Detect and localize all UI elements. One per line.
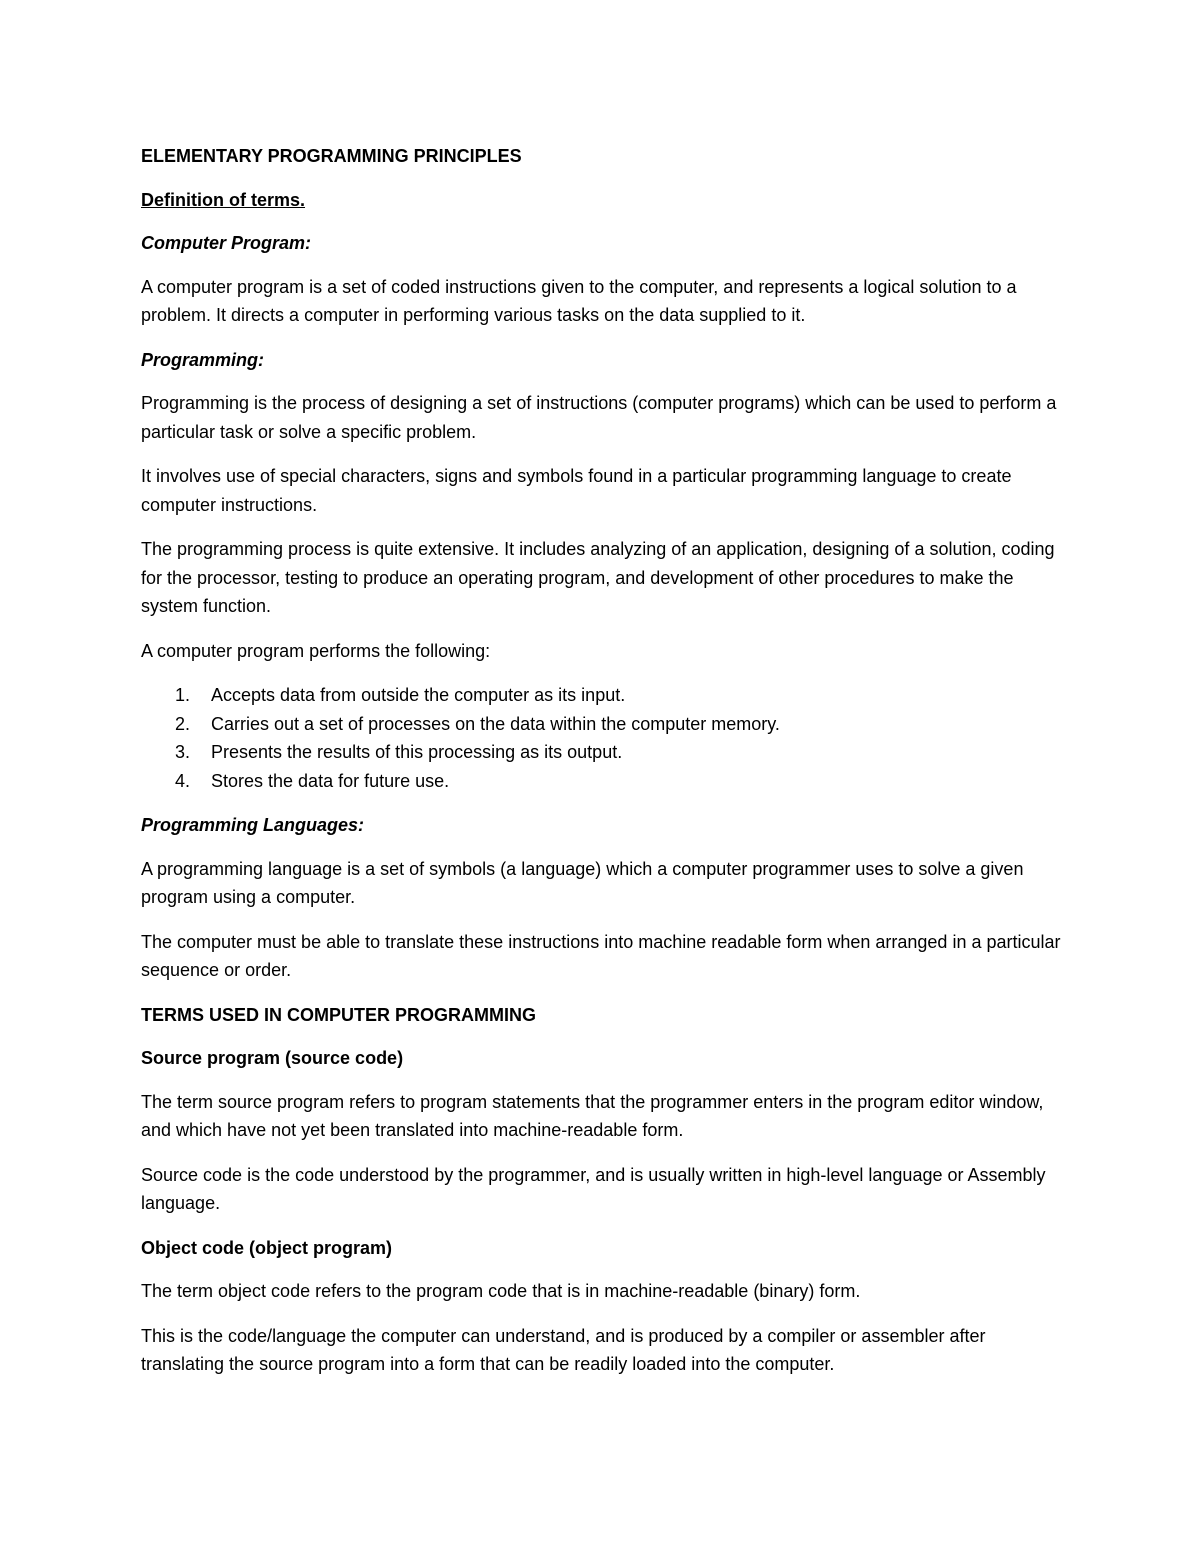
list-item-number: 3.: [175, 742, 191, 762]
definition-heading: Definition of terms.: [141, 189, 306, 210]
list-item-text: Stores the data for future use.: [211, 770, 450, 791]
list-item-number: 2.: [175, 713, 191, 734]
list-item: [141, 681, 1071, 710]
list-item: [141, 710, 1071, 739]
computer-program-paragraph: A computer program is a set of coded instructions given to the computer, and represents a logical solution to a problem. It directs a computer in performing various tasks on the data supplied to it.: [141, 276, 1017, 325]
list-item-text: Carries out a set of processes on the data within the computer memory.: [211, 713, 780, 734]
programming-languages-paragraph: The computer must be able to translate these instructions into machine readable form when arranged in a particular sequence or order.: [141, 931, 1061, 980]
programming-languages-paragraph: A programming language is a set of symbols (a language) which a computer programmer uses to solve a given program using a computer.: [141, 858, 1024, 907]
program-functions-list: [141, 681, 1071, 795]
object-code-paragraph: This is the code/language the computer can understand, and is produced by a compiler or assembler after translating the source program into a form that can be readily loaded into the computer.: [141, 1325, 986, 1374]
source-program-heading: Source program (source code): [141, 1048, 404, 1068]
list-item-text: Presents the results of this processing as its output.: [211, 742, 623, 762]
list-item-text: Accepts data from outside the computer as its input.: [211, 685, 626, 705]
object-code-heading: Object code (object program): [141, 1237, 393, 1258]
programming-paragraph: A computer program performs the following:: [141, 640, 491, 661]
programming-paragraph: The programming process is quite extensive. It includes analyzing of an application, designing of a solution, coding for the processor, testing to produce an operating program, and development of other procedures to make the system function.: [141, 539, 1055, 616]
source-program-paragraph: The term source program refers to program statements that the programmer enters in the program editor window, and which have not yet been translated into machine-readable form.: [141, 1091, 1044, 1140]
list-item: [141, 767, 1071, 796]
programming-languages-heading: Programming Languages:: [141, 815, 365, 835]
object-code-paragraph: The term object code refers to the program code that is in machine-readable (binary) form.: [141, 1281, 861, 1301]
programming-paragraph: It involves use of special characters, signs and symbols found in a particular programming language to create computer instructions.: [141, 466, 1012, 515]
programming-paragraph: Programming is the process of designing a set of instructions (computer programs) which can be used to perform a particular task or solve a specific problem.: [141, 393, 1057, 442]
source-program-paragraph: Source code is the code understood by the programmer, and is usually written in high-level language or Assembly language.: [141, 1164, 1046, 1213]
list-item: [141, 738, 1071, 767]
document-body: [141, 142, 1071, 1395]
programming-heading: Programming:: [141, 349, 265, 370]
terms-heading: TERMS USED IN COMPUTER PROGRAMMING: [141, 1004, 537, 1025]
computer-program-heading: Computer Program:: [141, 233, 312, 253]
list-item-number: 4.: [175, 770, 191, 791]
document-title: ELEMENTARY PROGRAMMING PRINCIPLES: [141, 146, 522, 166]
list-item-number: 1.: [175, 685, 191, 705]
